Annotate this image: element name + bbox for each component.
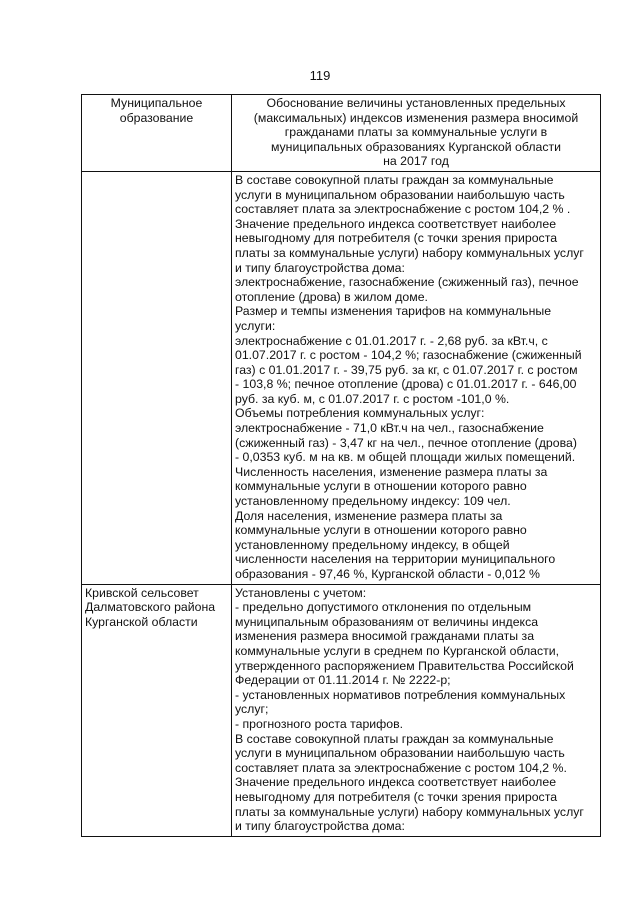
- municipality-cell: [82, 584, 232, 836]
- header-justification-line: Обоснование величины установленных предельных: [266, 96, 566, 110]
- justification-line: услуг;: [235, 702, 269, 717]
- justification-line: отопление (дрова) в жилом доме.: [235, 289, 428, 304]
- justification-line: услуги:: [235, 318, 276, 333]
- justification-line: В составе совокупной платы граждан за коммунальные: [235, 172, 554, 187]
- justification-line: электроснабжение - 71,0 кВт.ч на чел., газоснабжение: [235, 421, 544, 436]
- justification-cell: [232, 584, 601, 836]
- header-municipality-line: образование: [119, 110, 194, 125]
- justification-line: - предельно допустимого отклонения по отдельным: [235, 600, 532, 615]
- justification-table: [81, 94, 601, 837]
- municipality-line: Далматовского района: [85, 600, 216, 615]
- justification-line: Установлены с учетом:: [235, 585, 367, 600]
- justification-line: газ) с 01.01.2017 г. - 39,75 руб. за кг, с 01.07.2017 г. с ростом: [235, 362, 578, 377]
- justification-line: коммунальные услуги в отношении которого равно: [235, 479, 527, 494]
- header-justification: [232, 95, 601, 172]
- table-header-row: [82, 95, 601, 172]
- justification-cell: [232, 171, 601, 584]
- justification-line: изменения размера вносимой гражданами платы за: [235, 629, 535, 644]
- justification-line: 01.07.2017 г. с ростом - 104,2 %; газоснабжение (сжиженный: [235, 348, 582, 363]
- header-justification-line: гражданами платы за коммунальные услуги в: [284, 125, 548, 140]
- municipality-cell: [82, 171, 232, 584]
- table-row: [82, 584, 601, 836]
- table-row: [82, 171, 601, 584]
- justification-line: Значение предельного индекса соответствует наиболее: [235, 775, 557, 790]
- justification-line: - 0,0353 куб. м на кв. м общей площади жилых помещений.: [235, 450, 576, 465]
- header-justification-line: (максимальных) индексов изменения размера вносимой: [253, 110, 579, 125]
- justification-line: платы за коммунальные услуги) набору коммунальных услуг: [235, 804, 584, 819]
- justification-line: Численность населения, изменение размера платы за: [235, 464, 548, 479]
- justification-line: и типу благоустройства дома:: [235, 819, 405, 834]
- justification-line: утвержденного распоряжением Правительства Российской: [235, 658, 574, 673]
- justification-line: электроснабжение с 01.01.2017 г. - 2,68 руб. за кВт.ч, с: [235, 333, 548, 348]
- justification-line: составляет плата за электроснабжение с ростом 104,2 % .: [235, 202, 571, 217]
- justification-line: платы за коммунальные услуги) набору коммунальных услуг: [235, 245, 584, 260]
- justification-line: (сжиженный газ) - 3,47 кг на чел., печное отопление (дрова): [235, 435, 577, 450]
- justification-line: составляет плата за электроснабжение с ростом 104,2 %.: [235, 760, 567, 775]
- justification-line: установленному предельному индексу: 109 чел.: [235, 494, 511, 509]
- justification-line: Значение предельного индекса соответствует наиболее: [235, 216, 557, 231]
- header-municipality: [82, 95, 232, 172]
- justification-line: коммунальные услуги в отношении которого равно: [235, 523, 527, 538]
- justification-line: невыгодному для потребителя (с точки зрения прироста: [235, 789, 558, 804]
- header-justification-line: муниципальных образованиях Курганской области: [270, 139, 562, 154]
- justification-line: - прогнозного роста тарифов.: [235, 716, 404, 731]
- page-number: 119: [309, 68, 331, 83]
- justification-line: муниципальным образованиям от величины индекса: [235, 614, 539, 629]
- justification-line: услуги в муниципальном образовании наибольшую часть: [235, 187, 565, 202]
- justification-line: Объемы потребления коммунальных услуг:: [235, 406, 485, 421]
- header-municipality-line: Муниципальное: [110, 96, 203, 110]
- justification-line: электроснабжение, газоснабжение (сжиженный газ), печное: [235, 275, 579, 290]
- justification-line: коммунальные услуги в среднем по Курганской области,: [235, 643, 560, 658]
- justification-line: В составе совокупной платы граждан за коммунальные: [235, 731, 554, 746]
- justification-line: Федерации от 01.11.2014 г. № 2222-р;: [235, 673, 451, 688]
- justification-line: невыгодному для потребителя (с точки зрения прироста: [235, 231, 558, 246]
- justification-line: Доля населения, изменение размера платы за: [235, 508, 503, 523]
- municipality-line: Кривской сельсовет: [85, 585, 199, 600]
- header-justification-line: на 2017 год: [383, 154, 449, 169]
- justification-line: Размер и темпы изменения тарифов на коммунальные: [235, 304, 552, 319]
- justification-line: руб. за куб. м, с 01.07.2017 г. с ростом -101,0 %.: [235, 391, 510, 406]
- justification-line: образования - 97,46 %, Курганской области - 0,012 %: [235, 567, 540, 581]
- justification-line: и типу благоустройства дома:: [235, 260, 405, 275]
- municipality-line: Курганской области: [85, 614, 198, 629]
- justification-line: - установленных нормативов потребления коммунальных: [235, 687, 566, 702]
- justification-line: численности населения на территории муниципального: [235, 552, 556, 567]
- justification-line: услуги в муниципальном образовании наибольшую часть: [235, 746, 565, 761]
- justification-line: установленному предельному индексу, в общей: [235, 537, 510, 552]
- justification-line: - 103,8 %; печное отопление (дрова) с 01.01.2017 г. - 646,00: [235, 377, 577, 392]
